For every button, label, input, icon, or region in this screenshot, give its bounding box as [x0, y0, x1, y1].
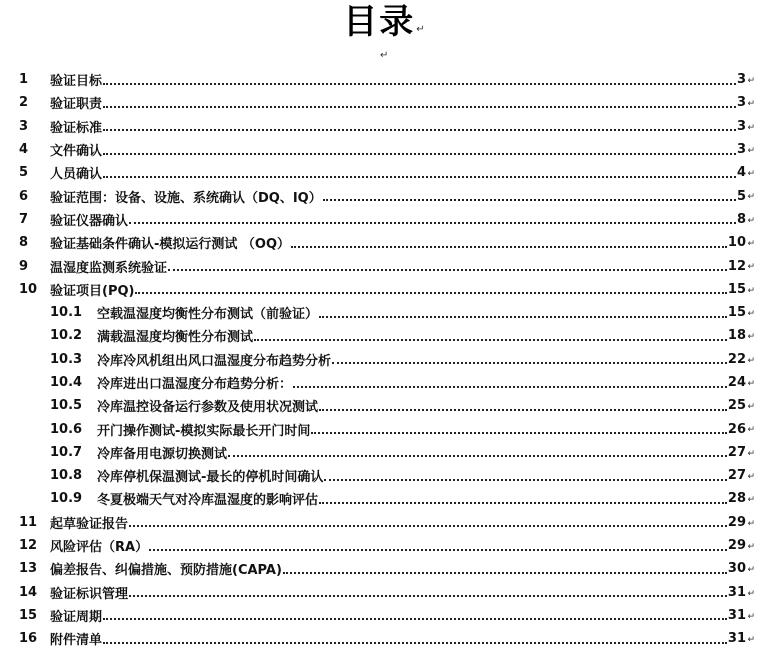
paragraph-mark-icon: ↵ — [747, 239, 755, 250]
paragraph-mark-icon: ↵ — [747, 215, 755, 226]
toc-entry-label: 起草验证报告 — [50, 516, 129, 532]
toc-entry[interactable] — [0, 604, 768, 627]
toc-entry-label: 文件确认 — [50, 144, 103, 160]
toc-entry[interactable] — [0, 581, 768, 604]
toc-entry-number: 4 — [19, 142, 29, 158]
paragraph-mark-icon: ↵ — [747, 122, 755, 133]
dot-leader — [149, 549, 727, 551]
toc-entry-number: 6 — [19, 188, 29, 204]
toc-entry-body — [50, 70, 746, 89]
toc-entry-page: 31 — [727, 607, 746, 623]
toc-entry-body — [50, 536, 746, 555]
paragraph-mark-icon: ↵ — [747, 192, 755, 203]
toc-entry-page: 18 — [727, 328, 746, 344]
toc-entry-number: 1 — [19, 72, 29, 88]
page-title: 目录 — [343, 2, 416, 42]
toc-entry-number: 12 — [19, 538, 38, 554]
toc-entry-number: 10.5 — [50, 398, 83, 414]
toc-entry-number: 10.8 — [50, 468, 83, 484]
toc-entry-number: 10.1 — [50, 305, 83, 321]
toc-entry-label: 温湿度监测系统验证 — [50, 260, 168, 276]
toc-entry-page: 25 — [727, 398, 746, 414]
toc-entry-page: 29 — [727, 514, 746, 530]
toc-entry-number: 8 — [19, 235, 29, 251]
toc-entry[interactable] — [0, 464, 768, 487]
paragraph-mark-icon: ↵ — [747, 332, 755, 343]
toc-entry-page: 29 — [727, 538, 746, 554]
dot-leader — [291, 246, 727, 248]
toc-entry-body — [50, 583, 746, 602]
toc-entry-body — [50, 210, 746, 229]
dot-leader — [293, 386, 727, 388]
toc-entry[interactable] — [0, 91, 768, 114]
paragraph-mark-icon: ↵ — [747, 262, 755, 273]
toc-entry-body — [97, 396, 746, 415]
toc-entry-body — [97, 373, 746, 392]
toc-entry-label: 验证标准 — [50, 120, 103, 136]
toc-entry-number: 7 — [19, 211, 29, 227]
toc-entry[interactable] — [0, 534, 768, 557]
toc-entry-label: 开门操作测试-模拟实际最长开门时间 — [97, 423, 311, 439]
toc-entry-number: 13 — [19, 561, 38, 577]
toc-entry-page: 3 — [736, 142, 746, 158]
toc-entry-label: 验证目标 — [50, 74, 103, 90]
toc-entry[interactable] — [0, 511, 768, 534]
dot-leader — [103, 129, 736, 131]
toc-entry[interactable] — [0, 417, 768, 440]
toc-entry-page: 3 — [736, 118, 746, 134]
paragraph-mark-icon: ↵ — [747, 565, 755, 576]
toc-entry-number: 5 — [19, 165, 29, 181]
toc-entry-body — [50, 117, 746, 136]
title-area — [0, 0, 768, 46]
paragraph-mark-icon: ↵ — [747, 518, 755, 529]
paragraph-mark-icon: ↵ — [747, 425, 755, 436]
toc-entry[interactable] — [0, 487, 768, 510]
dot-leader — [103, 618, 727, 620]
dot-leader — [103, 83, 736, 85]
toc-entry-number: 10.3 — [50, 351, 83, 367]
toc-entry[interactable] — [0, 138, 768, 161]
dot-leader — [129, 595, 727, 597]
toc-entry[interactable] — [0, 324, 768, 347]
toc-entry[interactable] — [0, 557, 768, 580]
toc-entry-body — [97, 489, 746, 508]
table-of-contents — [0, 68, 768, 650]
dot-leader — [254, 339, 727, 341]
toc-entry-body — [97, 303, 746, 322]
dot-leader — [103, 153, 736, 155]
toc-entry[interactable] — [0, 441, 768, 464]
toc-entry-body — [50, 163, 746, 182]
toc-entry-page: 22 — [727, 351, 746, 367]
paragraph-mark-icon: ↵ — [747, 169, 755, 180]
toc-entry-label: 验证周期 — [50, 609, 103, 625]
dot-leader — [129, 222, 736, 224]
toc-entry[interactable] — [0, 115, 768, 138]
dot-leader — [332, 362, 727, 364]
paragraph-mark-icon: ↵ — [380, 50, 389, 61]
paragraph-mark-icon: ↵ — [747, 285, 755, 296]
paragraph-mark-icon: ↵ — [747, 448, 755, 459]
toc-entry-body — [97, 326, 746, 345]
paragraph-mark-icon: ↵ — [747, 635, 755, 646]
paragraph-mark-icon: ↵ — [747, 308, 755, 319]
toc-entry[interactable] — [0, 348, 768, 371]
toc-entry-label: 风险评估（RA） — [50, 540, 149, 556]
dot-leader — [319, 316, 727, 318]
toc-entry-number: 11 — [19, 514, 38, 530]
toc-entry-body — [50, 233, 746, 252]
toc-entry-body — [97, 443, 746, 462]
toc-entry-body — [97, 350, 746, 369]
paragraph-mark-icon: ↵ — [747, 378, 755, 389]
paragraph-mark-icon: ↵ — [747, 402, 755, 413]
toc-entry-number: 10.6 — [50, 421, 83, 437]
paragraph-mark-icon: ↵ — [747, 99, 755, 110]
dot-leader — [135, 292, 726, 294]
toc-entry[interactable] — [0, 184, 768, 207]
dot-leader — [103, 106, 736, 108]
toc-entry-label: 验证范围：设备、设施、系统确认（DQ、IQ） — [50, 190, 322, 206]
toc-entry-label: 验证仪器确认 — [50, 213, 129, 229]
toc-entry-body — [97, 466, 746, 485]
toc-entry-label: 验证基础条件确认-模拟运行测试 （OQ） — [50, 237, 291, 253]
toc-entry[interactable] — [0, 278, 768, 301]
dot-leader — [319, 502, 727, 504]
toc-entry-page: 5 — [736, 188, 746, 204]
toc-entry-body — [50, 187, 746, 206]
paragraph-mark-icon: ↵ — [747, 588, 755, 599]
toc-entry-page: 10 — [727, 235, 746, 251]
toc-entry-body — [50, 257, 746, 276]
toc-entry-number: 15 — [19, 607, 38, 623]
toc-entry[interactable] — [0, 371, 768, 394]
dot-leader — [324, 479, 727, 481]
toc-entry[interactable] — [0, 394, 768, 417]
paragraph-mark-icon: ↵ — [747, 76, 755, 86]
paragraph-mark-icon: ↵ — [747, 145, 755, 156]
toc-entry[interactable] — [0, 254, 768, 277]
toc-entry-number: 10.4 — [50, 375, 83, 390]
toc-entry-body — [50, 280, 746, 299]
toc-entry-body — [50, 140, 746, 159]
toc-entry-page: 27 — [727, 444, 746, 460]
toc-entry-number: 10.9 — [50, 491, 83, 507]
toc-entry-page: 26 — [727, 421, 746, 437]
toc-entry-label: 验证标识管理 — [50, 586, 129, 602]
toc-entry-page: 3 — [736, 95, 746, 111]
dot-leader — [228, 455, 727, 457]
toc-entry-label: 偏差报告、纠偏措施、预防措施(CAPA) — [50, 563, 282, 579]
toc-entry-page: 15 — [727, 281, 746, 297]
toc-entry-page: 8 — [736, 211, 746, 227]
toc-entry-page: 28 — [727, 491, 746, 507]
toc-entry-page: 30 — [727, 561, 746, 577]
toc-entry-body — [50, 629, 746, 648]
toc-entry[interactable] — [0, 161, 768, 184]
toc-entry-number: 10.7 — [50, 444, 83, 460]
toc-entry-label: 人员确认 — [50, 167, 103, 183]
toc-entry-body — [50, 606, 746, 625]
dot-leader — [103, 176, 736, 178]
paragraph-mark-icon: ↵ — [747, 495, 755, 506]
toc-entry-number: 14 — [19, 584, 38, 600]
toc-entry-page: 12 — [727, 258, 746, 274]
toc-entry-label: 冬夏极端天气对冷库温湿度的影响评估 — [97, 493, 319, 509]
dot-leader — [323, 199, 736, 201]
toc-entry-page: 24 — [727, 375, 746, 390]
dot-leader — [168, 269, 727, 271]
toc-entry[interactable] — [0, 627, 768, 650]
toc-entry-page: 31 — [727, 631, 746, 647]
toc-entry-body — [50, 559, 746, 578]
toc-entry-label: 冷库进出口温湿度分布趋势分析： — [97, 377, 293, 392]
dot-leader — [283, 572, 727, 574]
toc-entry-number: 16 — [19, 631, 38, 647]
toc-entry-number: 10.2 — [50, 328, 83, 344]
toc-entry-number: 9 — [19, 258, 29, 274]
toc-entry-label: 验证项目(PQ) — [50, 283, 135, 299]
toc-entry-label: 冷库冷风机组出风口温湿度分布趋势分析 — [97, 353, 332, 369]
toc-entry-body — [50, 513, 746, 532]
toc-entry-label: 冷库备用电源切换测试 — [97, 446, 228, 462]
toc-entry-page: 4 — [736, 165, 746, 181]
toc-entry-label: 空载温湿度均衡性分布测试（前验证） — [97, 307, 319, 323]
paragraph-mark-icon: ↵ — [747, 472, 755, 483]
paragraph-mark-icon: ↵ — [416, 24, 425, 35]
dot-leader — [103, 642, 727, 644]
toc-entry[interactable] — [0, 301, 768, 324]
toc-entry-number: 10 — [19, 281, 38, 297]
toc-entry-label: 验证职责 — [50, 97, 103, 113]
toc-entry-label: 满载温湿度均衡性分布测试 — [97, 330, 254, 346]
paragraph-mark-icon: ↵ — [747, 541, 755, 552]
toc-entry-label: 冷库停机保温测试-最长的停机时间确认 — [97, 470, 324, 486]
toc-entry[interactable] — [0, 208, 768, 231]
toc-entry[interactable] — [0, 231, 768, 254]
dot-leader — [129, 525, 727, 527]
toc-entry-body — [50, 93, 746, 112]
dot-leader — [319, 409, 727, 411]
paragraph-mark-icon: ↵ — [747, 355, 755, 366]
paragraph-mark-icon: ↵ — [747, 611, 755, 622]
toc-entry-label: 附件清单 — [50, 633, 103, 649]
toc-entry-page: 27 — [727, 468, 746, 484]
toc-entry-number: 2 — [19, 95, 29, 111]
toc-entry-page: 3 — [736, 72, 746, 88]
toc-entry-label: 冷库温控设备运行参数及使用状况测试 — [97, 400, 319, 416]
toc-entry-page: 31 — [727, 584, 746, 600]
dot-leader — [311, 432, 727, 434]
toc-entry-number: 3 — [19, 118, 29, 134]
toc-entry-page: 15 — [727, 305, 746, 321]
toc-entry[interactable] — [0, 68, 768, 91]
toc-entry-body — [97, 420, 746, 439]
